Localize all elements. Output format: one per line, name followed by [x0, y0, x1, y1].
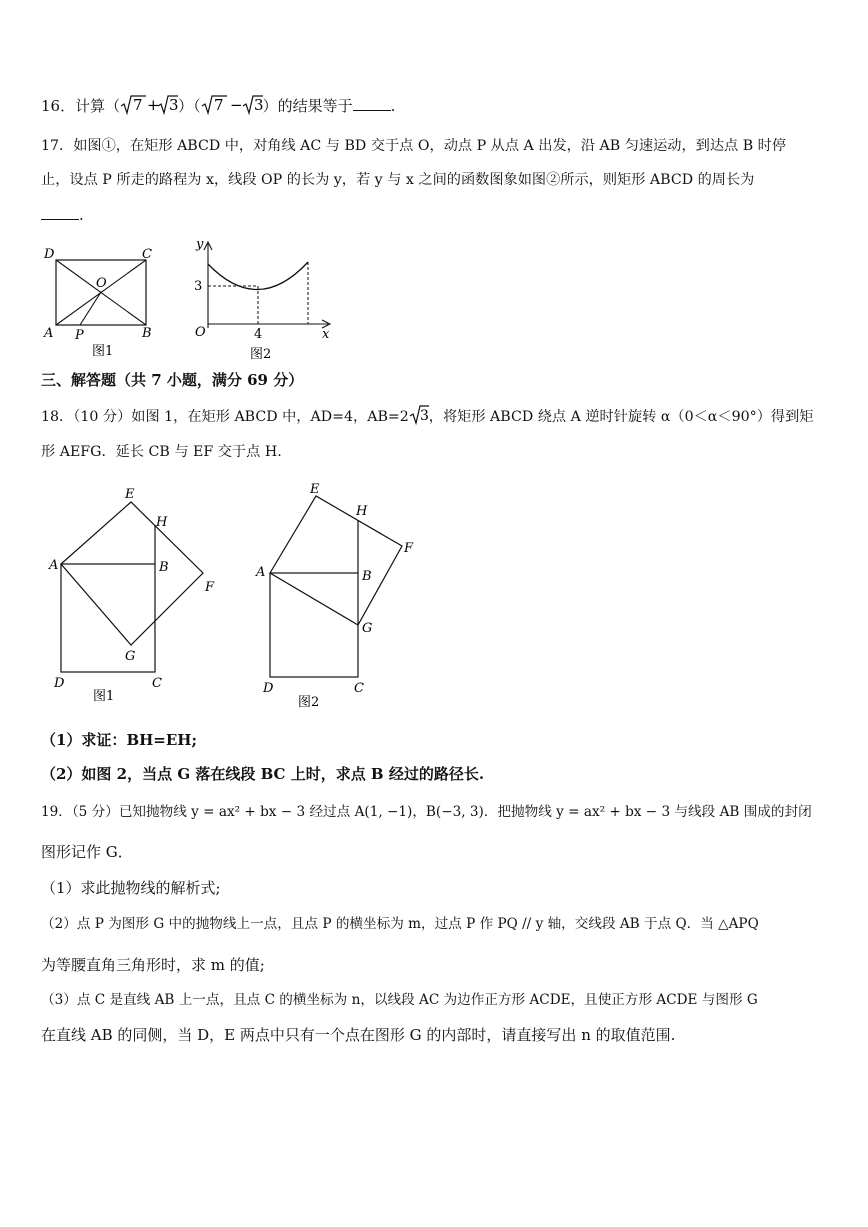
label-4: 4 — [254, 327, 263, 342]
label-c: C — [142, 247, 152, 262]
q19-part-1: （1）求此抛物线的解析式; — [41, 879, 221, 897]
label-d: D — [44, 247, 55, 262]
q18-text-a: 18．（10 分）如图 1，在矩形 ABCD 中，AD=4，AB=2 — [41, 409, 409, 425]
caption-fig1: 图1 — [92, 344, 114, 359]
label-a: A — [44, 326, 54, 341]
q16-number: 16． — [41, 97, 76, 115]
label-b: B — [159, 560, 169, 575]
svg-text:7: 7 — [133, 96, 143, 114]
q19-part-2: （2）点 P 为图形 G 中的抛物线上一点，且点 P 的横坐标为 m，过点 P 作 PQ // y 轴，交线段 AB 于点 Q．当 △APQ — [41, 916, 759, 932]
q17-line-3 — [41, 205, 84, 225]
sqrt-3 — [409, 404, 429, 426]
svg-text:3: 3 — [169, 96, 179, 114]
label-3: 3 — [194, 279, 203, 294]
q18-part-2: （2）如图 2，当点 G 落在线段 BC 上时，求点 B 经过的路径长. — [41, 765, 485, 783]
q16-end: . — [390, 97, 396, 115]
label-f: F — [205, 580, 215, 595]
q18-text-b: ，将矩形 ABCD 绕点 A 逆时针旋转 α（0＜α＜90°）得到矩 — [428, 409, 814, 425]
label-e: E — [125, 487, 135, 502]
q17-figure-2 — [190, 238, 340, 368]
caption-fig2: 图2 — [250, 347, 272, 362]
q16-text-post: ）的结果等于 — [262, 97, 353, 115]
q18-part-1: （1）求证：BH=EH; — [41, 731, 197, 749]
function-curve — [208, 262, 308, 290]
section-3-title: 三、解答题（共 7 小题，满分 69 分） — [41, 371, 304, 389]
label-x: x — [322, 327, 330, 342]
label-a: A — [49, 558, 59, 573]
caption-fig2: 图2 — [298, 695, 320, 710]
rectangle-aefg — [270, 496, 402, 625]
label-p: P — [75, 328, 84, 343]
label-h: H — [356, 504, 368, 519]
label-d: D — [263, 681, 274, 696]
q19-part-2b: 为等腰直角三角形时，求 m 的值; — [41, 956, 265, 974]
segment-op — [80, 292, 101, 325]
label-h: H — [156, 515, 168, 530]
svg-text:3: 3 — [419, 408, 429, 424]
svg-text:3: 3 — [253, 96, 264, 114]
label-y: y — [196, 237, 204, 252]
q17-figure-1 — [40, 240, 170, 365]
label-o: O — [96, 276, 107, 291]
q19-line-1: 19．（5 分）已知抛物线 y = ax² + bx − 3 经过点 A(1, −1)，B(−3, 3)．把抛物线 y = ax² + bx − 3 与线段 AB 围成的封闭 — [41, 804, 812, 820]
q19-line-2: 图形记作 G． — [41, 843, 133, 861]
q18-line-1 — [41, 404, 813, 427]
sqrt-7-plus-sqrt-3 — [120, 94, 178, 116]
q18-figure-1 — [40, 480, 240, 710]
q18-line-2: 形 AEFG．延长 CB 与 EF 交于点 H. — [41, 444, 282, 460]
answer-blank — [353, 96, 391, 111]
label-g: G — [125, 649, 136, 664]
label-b: B — [142, 326, 152, 341]
rectangle-abcd — [270, 573, 358, 677]
q17-line-1: 17．如图①，在矩形 ABCD 中，对角线 AC 与 BD 交于点 O，动点 P 从点 A 出发，沿 AB 匀速运动，到达点 B 时停 — [41, 138, 787, 154]
svg-text:+: + — [147, 96, 160, 114]
sqrt-7-minus-sqrt-3 — [201, 94, 263, 116]
q16-text-pre: 计算（ — [75, 97, 121, 115]
label-c: C — [354, 681, 364, 696]
label-e: E — [310, 482, 320, 497]
question-16 — [41, 94, 395, 116]
label-o: O — [195, 325, 206, 340]
caption-fig1: 图1 — [93, 689, 115, 704]
answer-blank — [41, 205, 79, 220]
label-d: D — [54, 676, 65, 691]
q17-end: . — [79, 206, 84, 224]
svg-text:−: − — [229, 96, 243, 114]
svg-text:7: 7 — [213, 96, 224, 114]
q16-text-mid: ）（ — [178, 97, 201, 115]
q18-figure-2 — [250, 478, 430, 718]
q19-part-3: （3）点 C 是直线 AB 上一点，且点 C 的横坐标为 n，以线段 AC 为边作正方形 ACDE，且使正方形 ACDE 与图形 G — [41, 992, 758, 1008]
label-c: C — [152, 676, 162, 691]
rectangle-aefg — [61, 502, 203, 645]
label-g: G — [362, 621, 373, 636]
q19-part-3b: 在直线 AB 的同侧，当 D，E 两点中只有一个点在图形 G 的内部时，请直接写出 n 的取值范围. — [41, 1026, 676, 1044]
label-f: F — [404, 541, 414, 556]
label-a: A — [256, 565, 266, 580]
label-b: B — [362, 569, 372, 584]
q17-line-2: 止，设点 P 所走的路程为 x，线段 OP 的长为 y，若 y 与 x 之间的函数图象如图②所示，则矩形 ABCD 的周长为 — [41, 172, 755, 188]
